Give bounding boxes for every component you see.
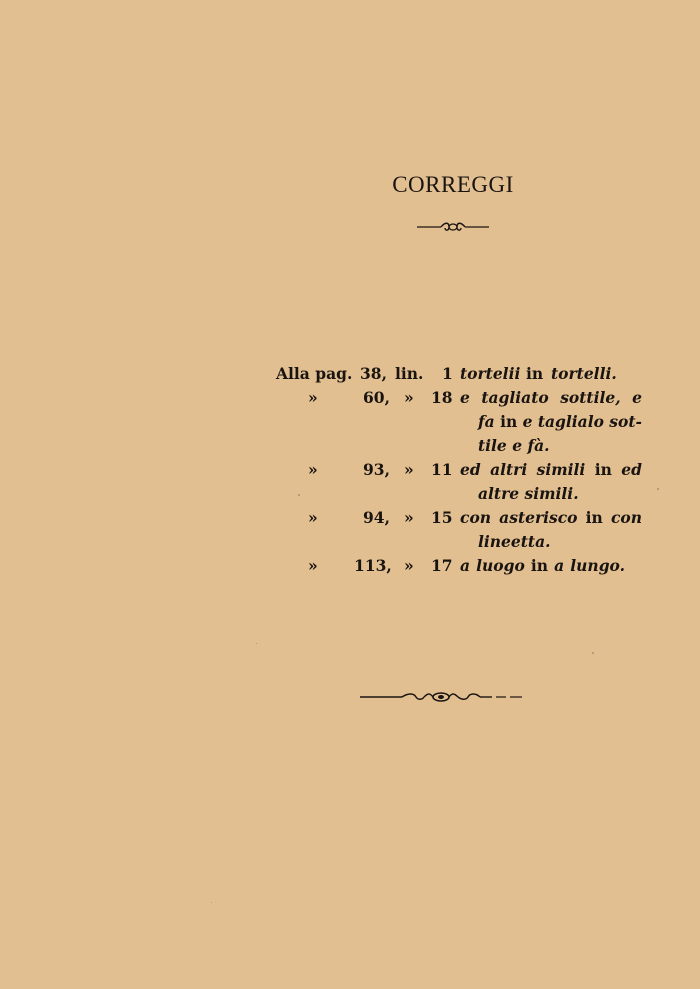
ditto-mark: » <box>404 508 414 527</box>
word: altri <box>490 460 528 479</box>
word: con <box>460 508 492 527</box>
wrong-text: tortelii <box>460 364 521 383</box>
ornament-divider-top <box>415 220 491 234</box>
in-word: in <box>526 364 544 383</box>
word: lungo. <box>570 556 625 575</box>
word: luogo <box>476 556 525 575</box>
word: in <box>594 460 612 479</box>
errata-continuation <box>0 410 700 434</box>
lead-text: Alla pag. <box>276 364 353 383</box>
errata-row <box>0 386 700 410</box>
errata-continuation <box>0 530 700 554</box>
ditto-mark: » <box>404 388 414 407</box>
word: taglialo <box>537 412 604 431</box>
page-number: 94, <box>363 508 390 527</box>
word: in <box>500 412 518 431</box>
line-number: 1 <box>442 364 453 383</box>
word: asterisco <box>499 508 578 527</box>
correction-text <box>460 458 642 482</box>
errata-row <box>0 362 700 386</box>
paper-speck <box>657 488 659 490</box>
ditto-mark: » <box>404 556 414 575</box>
correction-text: tile e fà. <box>478 436 550 455</box>
correction-text <box>460 386 642 410</box>
correction-text: altre simili. <box>478 484 579 503</box>
word: con <box>610 508 642 527</box>
page-number: 60, <box>363 388 390 407</box>
word: ed <box>460 460 481 479</box>
errata-continuation <box>0 434 700 458</box>
ditto-mark: » <box>404 460 414 479</box>
word: e <box>632 388 642 407</box>
word: e <box>460 388 470 407</box>
line-number: 15 <box>431 508 453 527</box>
correction-text <box>460 554 625 578</box>
page-number: 113, <box>354 556 392 575</box>
word: in <box>585 508 603 527</box>
paper-speck <box>256 643 257 644</box>
word: in <box>530 556 549 575</box>
errata-row <box>0 458 700 482</box>
page-title: CORREGGI <box>392 172 514 197</box>
ditto-mark: » <box>308 388 318 407</box>
paper-speck <box>211 902 212 903</box>
page-number: 93, <box>363 460 390 479</box>
ditto-mark: » <box>308 460 318 479</box>
line-number: 17 <box>431 556 453 575</box>
line-abbrev: lin. <box>395 364 424 383</box>
word: fa <box>478 412 495 431</box>
paper-speck <box>298 494 300 496</box>
word: simili <box>536 460 586 479</box>
errata-row <box>0 506 700 530</box>
right-text: tortelli. <box>551 364 617 383</box>
word: a <box>554 556 565 575</box>
ditto-mark: » <box>308 508 318 527</box>
ditto-mark: » <box>308 556 318 575</box>
paper-speck <box>592 652 594 654</box>
errata-continuation <box>0 482 700 506</box>
word: a <box>460 556 471 575</box>
word: tagliato <box>481 388 549 407</box>
correction-text: lineetta. <box>478 532 551 551</box>
line-number: 18 <box>431 388 453 407</box>
page-number: 38, <box>360 364 387 383</box>
errata-row <box>0 554 700 578</box>
ornament-divider-bottom <box>358 688 524 704</box>
word: ed <box>621 460 642 479</box>
word: sot- <box>609 412 642 431</box>
word: e <box>522 412 533 431</box>
correction-text <box>478 410 642 434</box>
word: sottile, <box>560 388 621 407</box>
correction-text <box>460 506 642 530</box>
line-number: 11 <box>431 460 453 479</box>
